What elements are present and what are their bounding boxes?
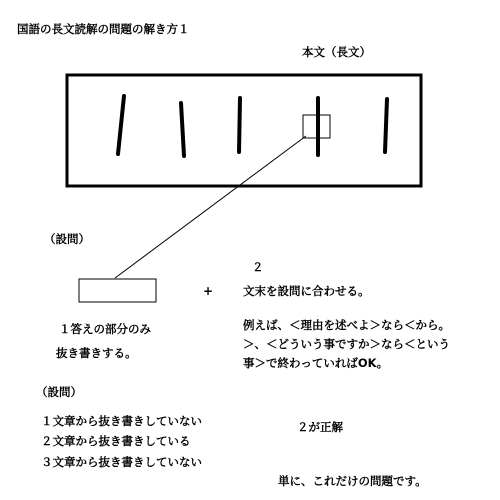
answer-box: [79, 279, 156, 302]
step1-line1: １答えの部分のみ: [59, 322, 151, 336]
page-title: 国語の長文読解の問題の解き方１: [17, 22, 190, 36]
passage-label: 本文（長文）: [302, 45, 371, 59]
answer-text: ２が正解: [297, 420, 343, 434]
step2-example-line1: 例えば、＜理由を述べよ＞なら＜から。: [243, 318, 450, 332]
connector-line: [115, 136, 306, 278]
text-line-3: [239, 98, 240, 152]
step2-number: ２: [252, 260, 264, 274]
step2-example-line3: 事＞で終わっていればOK。: [243, 356, 389, 370]
text-line-2: [181, 103, 184, 156]
choice-3: ３文章から抜き書きしていない: [41, 455, 202, 469]
question2-label: （設問）: [36, 385, 82, 399]
step2-text: 文末を設問に合わせる。: [243, 284, 370, 298]
choice-2: ２文章から抜き書きしている: [41, 434, 191, 448]
text-line-1: [118, 96, 124, 154]
step1-line2: 抜き書きする。: [56, 346, 137, 360]
choice-1: １文章から抜き書きしていない: [41, 414, 202, 428]
text-line-5: [385, 99, 387, 152]
question-label: （設問）: [44, 232, 90, 246]
step2-example-line2: ＞、＜どういう事ですか＞なら＜という: [243, 337, 450, 351]
conclusion-text: 単に、これだけの問題です。: [278, 474, 427, 488]
plus-sign: +: [203, 284, 214, 298]
